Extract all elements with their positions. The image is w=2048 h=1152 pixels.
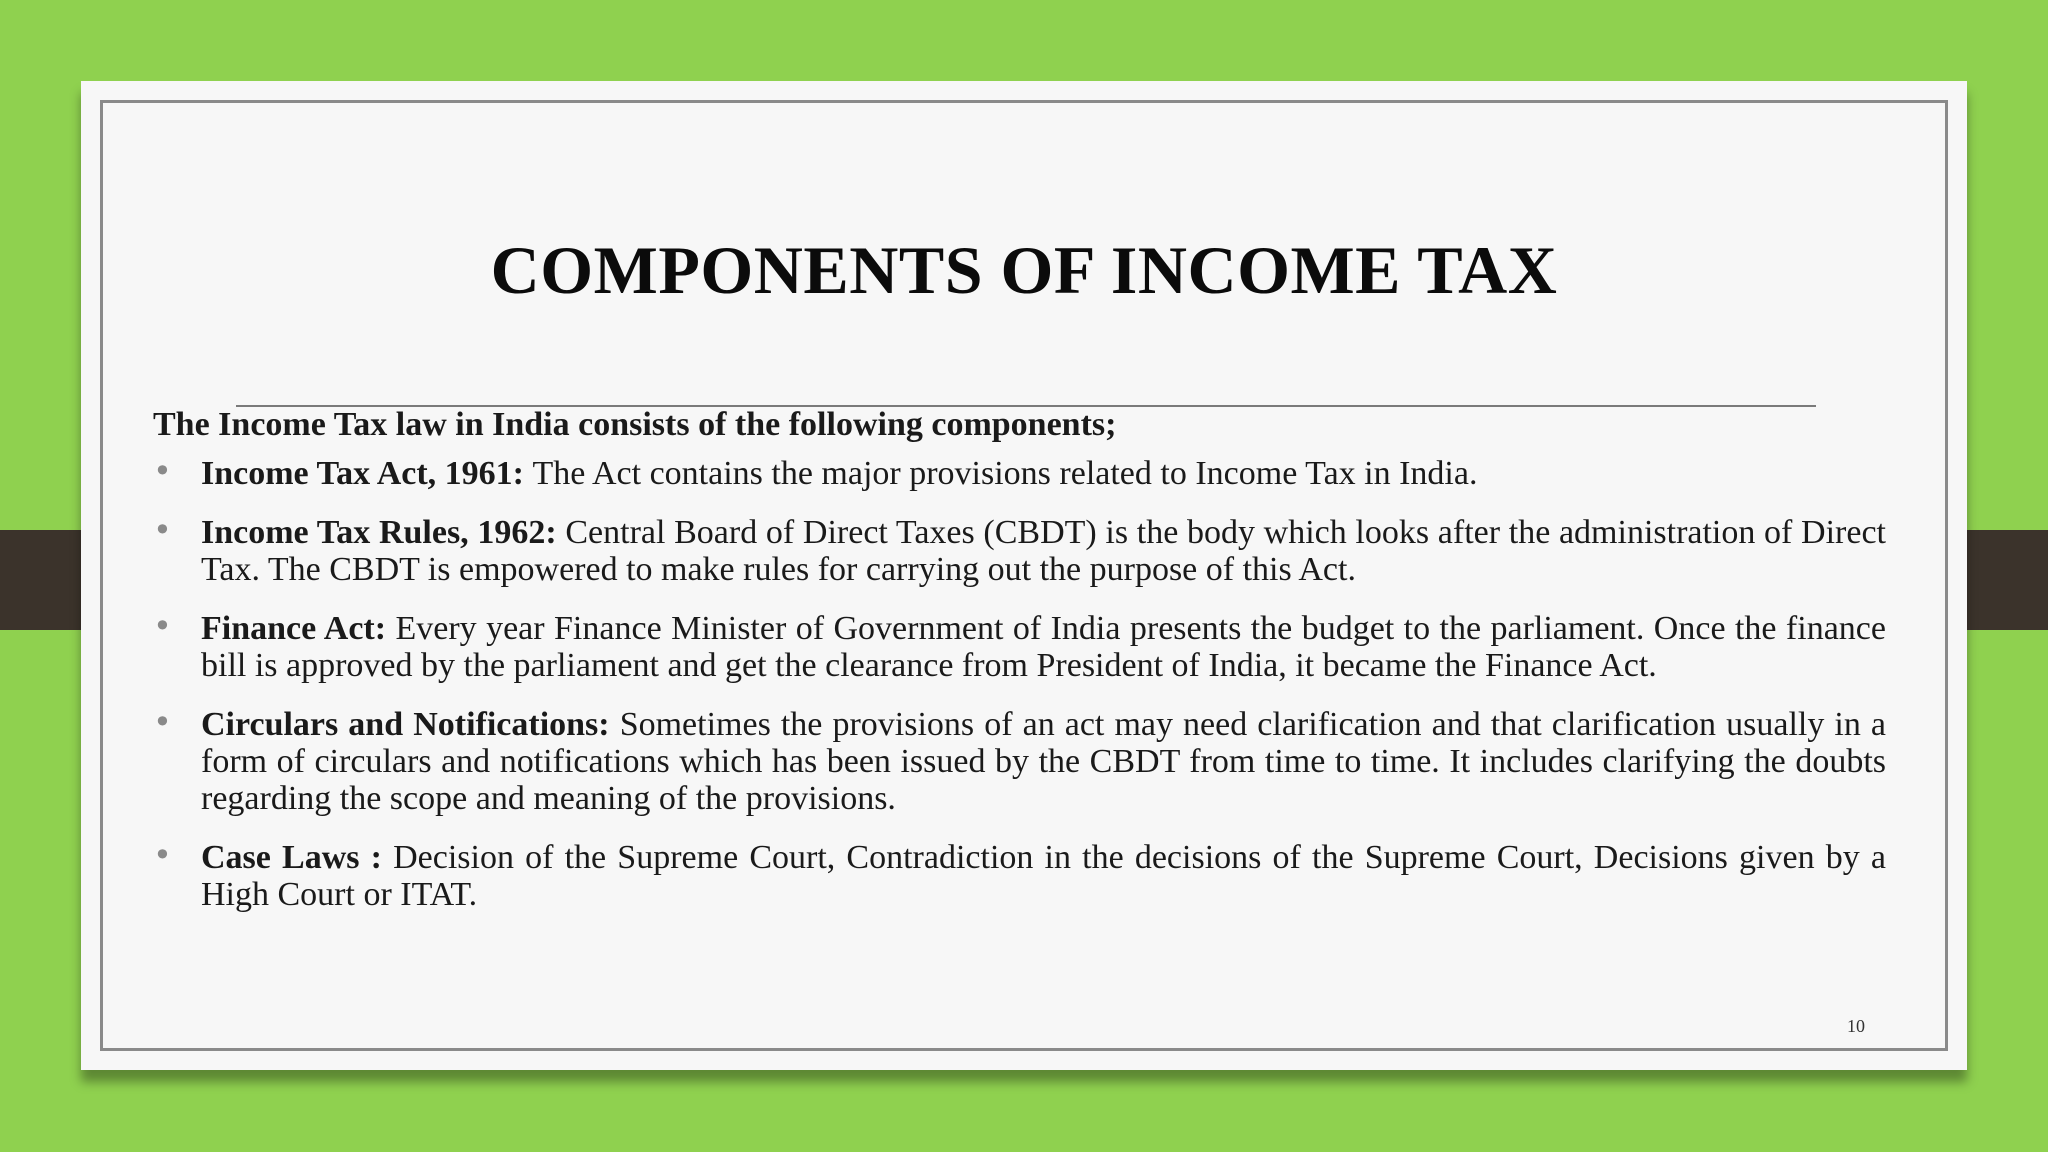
- item-text: Every year Finance Minister of Government of India presents the budget to the parliament. Once the finance bill is approved by the parliament and get the clearance from President of India, it became the Finance Act.: [201, 610, 1886, 684]
- item-term: Income Tax Act, 1961:: [201, 455, 533, 492]
- list-item: [153, 511, 1887, 588]
- item-text: Sometimes the provisions of an act may need clarification and that clarification usually in a form of circulars and notifications which has been issued by the CBDT from time to time. It includes clarifying the doubts regarding the scope and meaning of the provisions.: [201, 706, 1887, 817]
- list-item: [153, 607, 1886, 684]
- bullet-icon: •: [153, 607, 172, 645]
- list-item: [153, 703, 1887, 817]
- bullet-icon: •: [153, 511, 172, 549]
- bullet-icon: •: [153, 452, 172, 490]
- item-text: Decision of the Supreme Court, Contradiction in the decisions of the Supreme Court, Decisions given by a High Court or ITAT.: [201, 839, 1886, 913]
- item-text: Central Board of Direct Taxes (CBDT) is the body which looks after the administration of Direct Tax. The CBDT is empowered to make rules for carrying out the purpose of this Act.: [201, 514, 1887, 588]
- item-term: Finance Act:: [201, 610, 396, 647]
- item-term: Case Laws :: [201, 839, 394, 876]
- list-item: [153, 836, 1886, 913]
- page-number: 10: [1847, 1016, 1865, 1036]
- slide-title: COMPONENTS OF INCOME TAX: [490, 232, 1558, 308]
- bullet-icon: •: [153, 703, 172, 741]
- item-text: The Act contains the major provisions related to Income Tax in India.: [532, 455, 1478, 492]
- list-item: [153, 452, 1886, 492]
- slide-content: [153, 406, 1886, 935]
- component-list: [153, 452, 1887, 913]
- slide-card: [81, 81, 1967, 1070]
- item-term: Circulars and Notifications:: [201, 706, 620, 743]
- item-term: Income Tax Rules, 1962:: [201, 514, 566, 551]
- bullet-icon: •: [153, 836, 172, 874]
- intro-text: The Income Tax law in India consists of the following components;: [153, 406, 1117, 443]
